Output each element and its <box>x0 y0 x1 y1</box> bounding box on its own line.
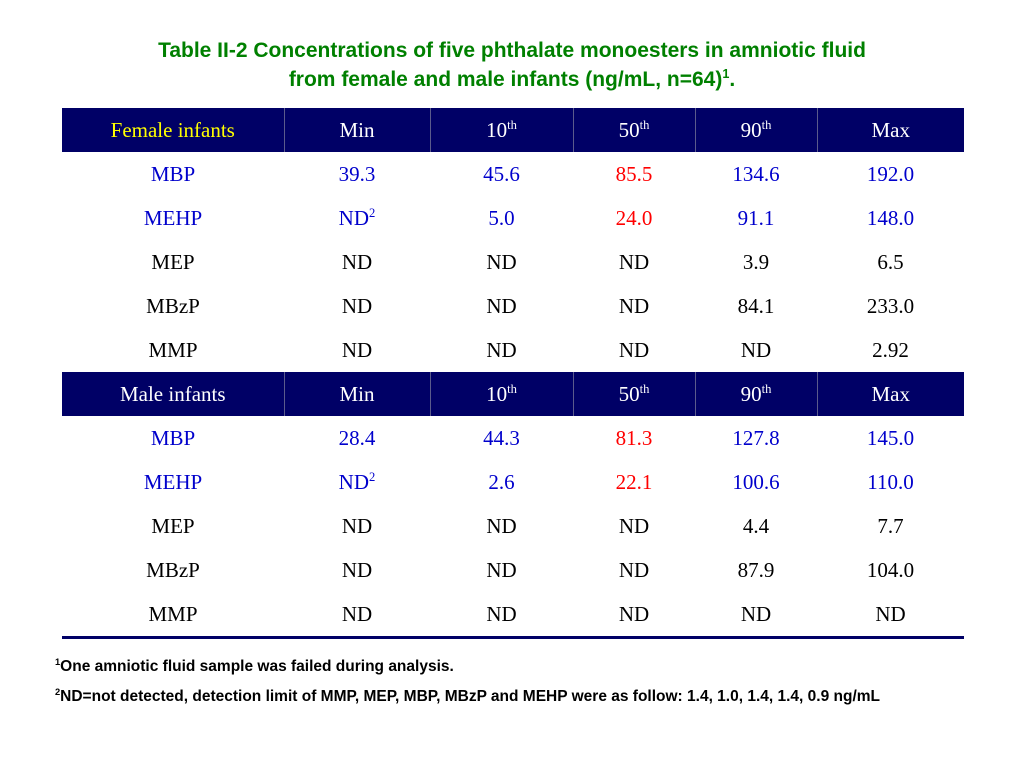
value-p10: ND <box>430 592 573 638</box>
col-min: Min <box>284 108 430 152</box>
value-min: ND <box>341 293 373 318</box>
table-row <box>62 548 964 592</box>
value-p50: 85.5 <box>615 161 653 186</box>
table-row <box>62 240 964 284</box>
col-max: Max <box>817 372 964 416</box>
compound-name: MBzP <box>146 293 200 318</box>
value-max: 145.0 <box>866 425 915 450</box>
col-p90: 90th <box>695 108 817 152</box>
value-p90: 127.8 <box>732 425 780 450</box>
value-p90: 91.1 <box>737 205 775 230</box>
value-p50: ND <box>573 592 695 638</box>
value-p10: ND <box>486 293 517 318</box>
col-p50: 50th <box>573 108 695 152</box>
value-max: 192.0 <box>866 161 915 186</box>
value-min: ND <box>284 592 430 638</box>
value-min: ND <box>341 557 373 582</box>
male-header-row <box>62 372 964 416</box>
value-max: 233.0 <box>866 293 915 318</box>
value-max: 7.7 <box>877 513 904 538</box>
value-min: ND <box>341 337 373 362</box>
value-min: 28.4 <box>338 425 376 450</box>
female-header-row <box>62 108 964 152</box>
value-min: ND <box>341 513 373 538</box>
value-p90: 87.9 <box>737 557 775 582</box>
value-max: 110.0 <box>867 469 914 494</box>
value-p10: 45.6 <box>483 161 520 186</box>
compound-name: MMP <box>62 592 284 638</box>
compound-name: MBP <box>150 425 196 450</box>
title-line-2: from female and male infants (ng/mL, n=64)$^1$. <box>288 66 736 91</box>
value-p50: ND <box>618 513 650 538</box>
col-p10: 10th <box>430 108 573 152</box>
table-row <box>62 416 964 460</box>
value-max: 6.5 <box>877 249 904 274</box>
compound-name: MBzP <box>146 557 200 582</box>
table-row <box>62 504 964 548</box>
value-p90: 4.4 <box>742 513 770 538</box>
value-min: $ND^2$ <box>338 469 376 494</box>
table-row <box>62 196 964 240</box>
value-max: 148.0 <box>866 205 915 230</box>
value-p10: ND <box>486 249 517 274</box>
value-max: 2.92 <box>872 337 909 362</box>
compound-name: MMP <box>148 337 198 362</box>
value-p10: ND <box>486 337 517 362</box>
col-p50: 50th <box>573 372 695 416</box>
table-row <box>62 152 964 196</box>
male-header-label: Male infants <box>119 381 226 406</box>
footnote-2: $^2$ND=not detected, detection limit of MMP, MEP, MBP, MBzP and MEHP were as follow: 1.4, 1.0, 1.4, 1.4, 0.9 ng/mL <box>55 686 881 705</box>
table-row <box>62 284 964 328</box>
value-min: ND <box>341 249 373 274</box>
slide-title <box>0 36 1024 94</box>
value-p50: 22.1 <box>615 469 653 494</box>
compound-name: MBP <box>150 161 196 186</box>
table-row <box>62 328 964 372</box>
table-row <box>62 460 964 504</box>
value-p10: ND <box>486 513 517 538</box>
value-p90: 100.6 <box>732 469 780 494</box>
compound-name: MEHP <box>143 469 203 494</box>
value-min: 39.3 <box>338 161 376 186</box>
value-p50: ND <box>618 293 650 318</box>
value-max: ND <box>817 592 964 638</box>
value-p90: ND <box>695 592 817 638</box>
value-p50: 24.0 <box>615 205 653 230</box>
table-row <box>62 592 964 638</box>
col-min: Min <box>284 372 430 416</box>
concentration-table <box>62 108 964 639</box>
compound-name: MEHP <box>143 205 203 230</box>
value-p90: ND <box>740 337 772 362</box>
title-line-1: Table II-2 Concentrations of five phthalate monoesters in amniotic fluid <box>158 39 866 62</box>
compound-name: MEP <box>151 249 195 274</box>
value-min: $ND^2$ <box>338 205 376 230</box>
value-p10: 44.3 <box>483 425 520 450</box>
female-header-label: Female infants <box>110 117 235 142</box>
value-p50: 81.3 <box>615 425 653 450</box>
value-p10: ND <box>486 557 517 582</box>
col-max: Max <box>817 108 964 152</box>
footnotes <box>55 656 995 716</box>
value-p90: 134.6 <box>732 161 780 186</box>
value-max: 104.0 <box>866 557 915 582</box>
compound-name: MEP <box>151 513 195 538</box>
col-p90: 90th <box>695 372 817 416</box>
col-p10: 10th <box>430 372 573 416</box>
footnote-1: $^1$One amniotic fluid sample was failed during analysis. <box>55 656 454 675</box>
value-p50: ND <box>618 557 650 582</box>
value-p10: 2.6 <box>488 469 515 494</box>
value-p90: 3.9 <box>742 249 770 274</box>
value-p50: ND <box>618 337 650 362</box>
value-p50: ND <box>618 249 650 274</box>
value-p90: 84.1 <box>737 293 775 318</box>
value-p10: 5.0 <box>488 205 515 230</box>
